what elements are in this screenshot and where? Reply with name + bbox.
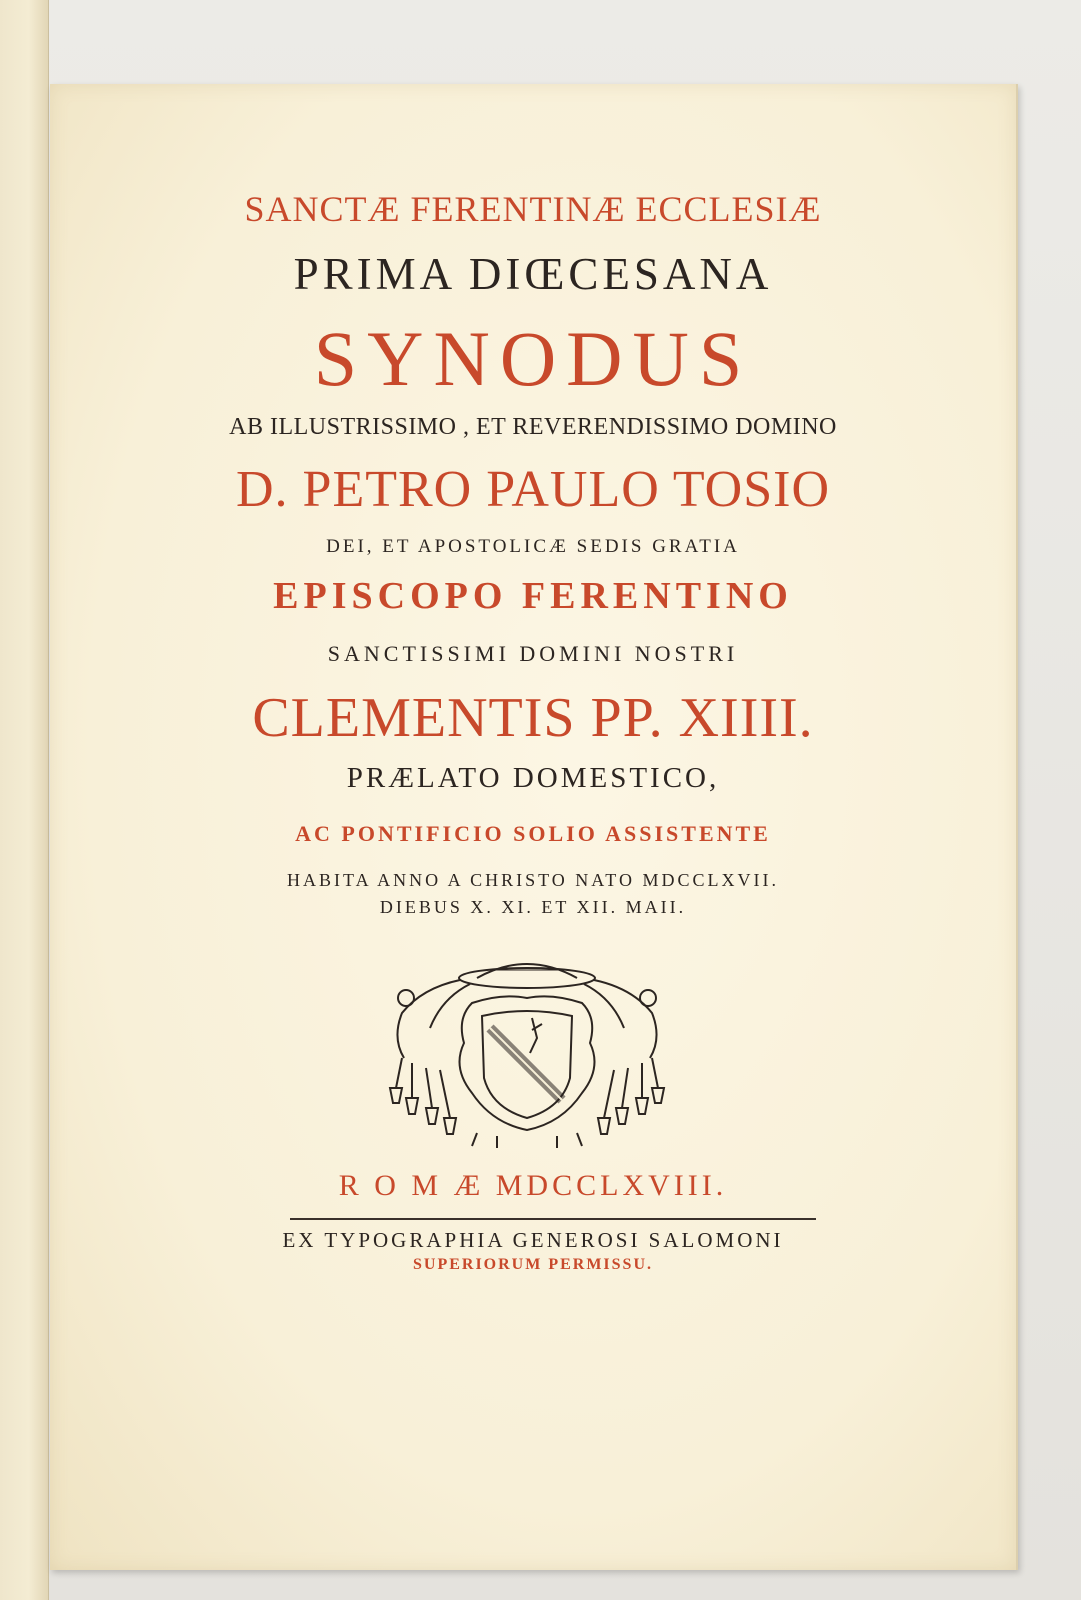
prelate-line: PRÆLATO DOMESTICO,: [346, 762, 720, 794]
main-title: SYNODUS: [313, 315, 753, 402]
bishop-name: D. PETRO PAULO TOSIO: [235, 461, 831, 518]
coat-of-arms-icon: [382, 958, 672, 1148]
days-line: DIEBUS X. XI. ET XII. MAII.: [379, 897, 687, 917]
synod-subtitle: PRIMA DIŒCESANA: [293, 249, 773, 299]
pope-name: CLEMENTIS PP. XIIII.: [252, 687, 814, 749]
dedication-line: AB ILLUSTRISSIMO , ET REVERENDISSIMO DOMINO: [229, 414, 837, 440]
imprint-printer: EX TYPOGRAPHIA GENEROSI SALOMONI: [282, 1228, 784, 1252]
imprint-city-year: R O M Æ MDCCLXVIII.: [338, 1169, 728, 1202]
bishop-title: EPISCOPO FERENTINO: [273, 575, 793, 617]
underlying-page-edge: [0, 0, 49, 1600]
imprint-permission: SUPERIORUM PERMISSU.: [412, 1256, 653, 1273]
grace-line: DEI, ET APOSTOLICÆ SEDIS GRATIA: [326, 536, 740, 557]
pope-intro-line: SANCTISSIMI DOMINI NOSTRI: [327, 641, 739, 666]
imprint-rule: [290, 1218, 816, 1220]
date-line: HABITA ANNO A CHRISTO NATO MDCCLXVII.: [287, 870, 779, 890]
church-heading: SANCTÆ FERENTINÆ ECCLESIÆ: [244, 189, 822, 229]
assistant-line: AC PONTIFICIO SOLIO ASSISTENTE: [295, 821, 771, 846]
title-page: [50, 84, 1018, 1570]
